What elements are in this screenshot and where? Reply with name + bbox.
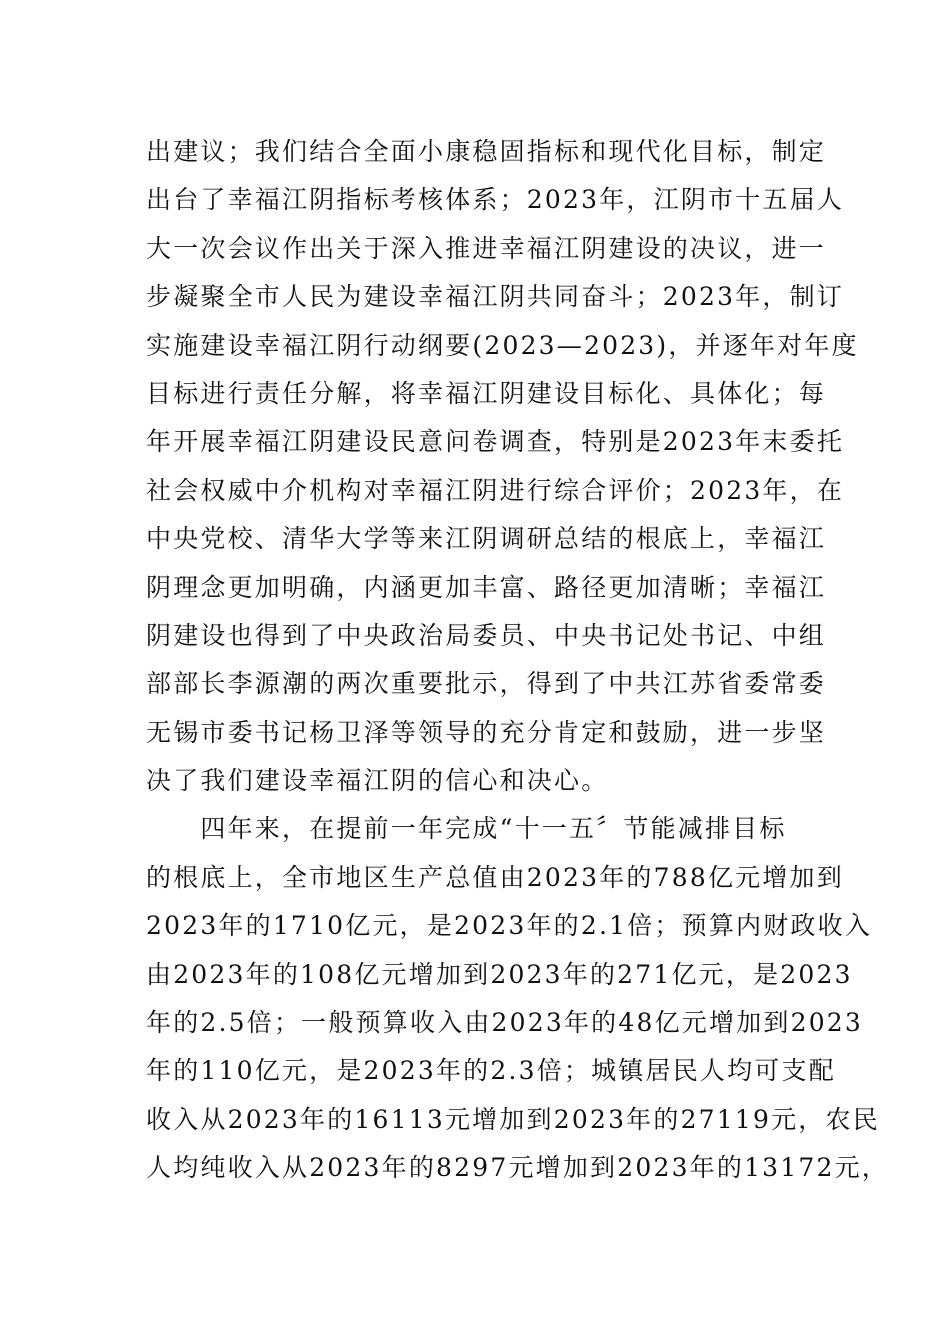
text-line: 年的2.5倍；一般预算收入由2023年的48亿元增加到2023 (146, 1008, 864, 1038)
text-line: 年的110亿元，是2023年的2.3倍；城镇居民人均可支配 (146, 1056, 836, 1086)
text-line: 的根底上，全市地区生产总值由2023年的788亿元增加到 (146, 862, 844, 892)
text-line: 社会权威中介机构对幸福江阴进行综合评价；2023年，在 (146, 475, 845, 505)
text-line: 实施建设幸福江阴行动纲要(2023—2023)，并逐年对年度 (146, 330, 859, 360)
text-line: 出台了幸福江阴指标考核体系；2023年，江阴市十五届人 (146, 185, 845, 215)
text-line: 无锡市委书记杨卫泽等领导的充分肯定和鼓励，进一步坚 (146, 717, 827, 747)
text-line: 收入从2023年的16113元增加到2023年的27119元，农民 (146, 1104, 880, 1134)
text-line: 阴建设也得到了中央政治局委员、中央书记处书记、中组 (146, 620, 827, 650)
text-line: 决了我们建设幸福江阴的信心和决心。 (146, 766, 609, 796)
paragraph-2 (146, 805, 889, 1192)
text-line: 步凝聚全市人民为建设幸福江阴共同奋斗；2023年，制订 (146, 282, 845, 312)
text-line: 出建议；我们结合全面小康稳固指标和现代化目标，制定 (146, 137, 827, 166)
paragraph-1 (146, 128, 859, 805)
text-line: 部部长李源潮的两次重要批示，得到了中共江苏省委常委 (146, 669, 827, 699)
text-line: 由2023年的108亿元增加到2023年的271亿元，是2023 (146, 959, 853, 989)
text-line: 人均纯收入从2023年的8297元增加到2023年的13172元， (146, 1153, 889, 1183)
body-text (146, 128, 889, 1193)
text-line: 四年来，在提前一年完成“十一五〞节能减排目标 (146, 814, 787, 844)
text-line: 目标进行责任分解，将幸福江阴建设目标化、具体化；每 (146, 378, 827, 408)
text-line: 阴理念更加明确，内涵更加丰富、路径更加清晰；幸福江 (146, 572, 827, 602)
text-line: 中央党校、清华大学等来江阴调研总结的根底上，幸福江 (146, 524, 827, 554)
text-line: 2023年的1710亿元，是2023年的2.1倍；预算内财政收入 (146, 911, 873, 941)
text-line: 年开展幸福江阴建设民意问卷调查，特别是2023年末委托 (146, 427, 845, 457)
text-line: 大一次会议作出关于深入推进幸福江阴建设的决议，进一 (146, 233, 827, 263)
